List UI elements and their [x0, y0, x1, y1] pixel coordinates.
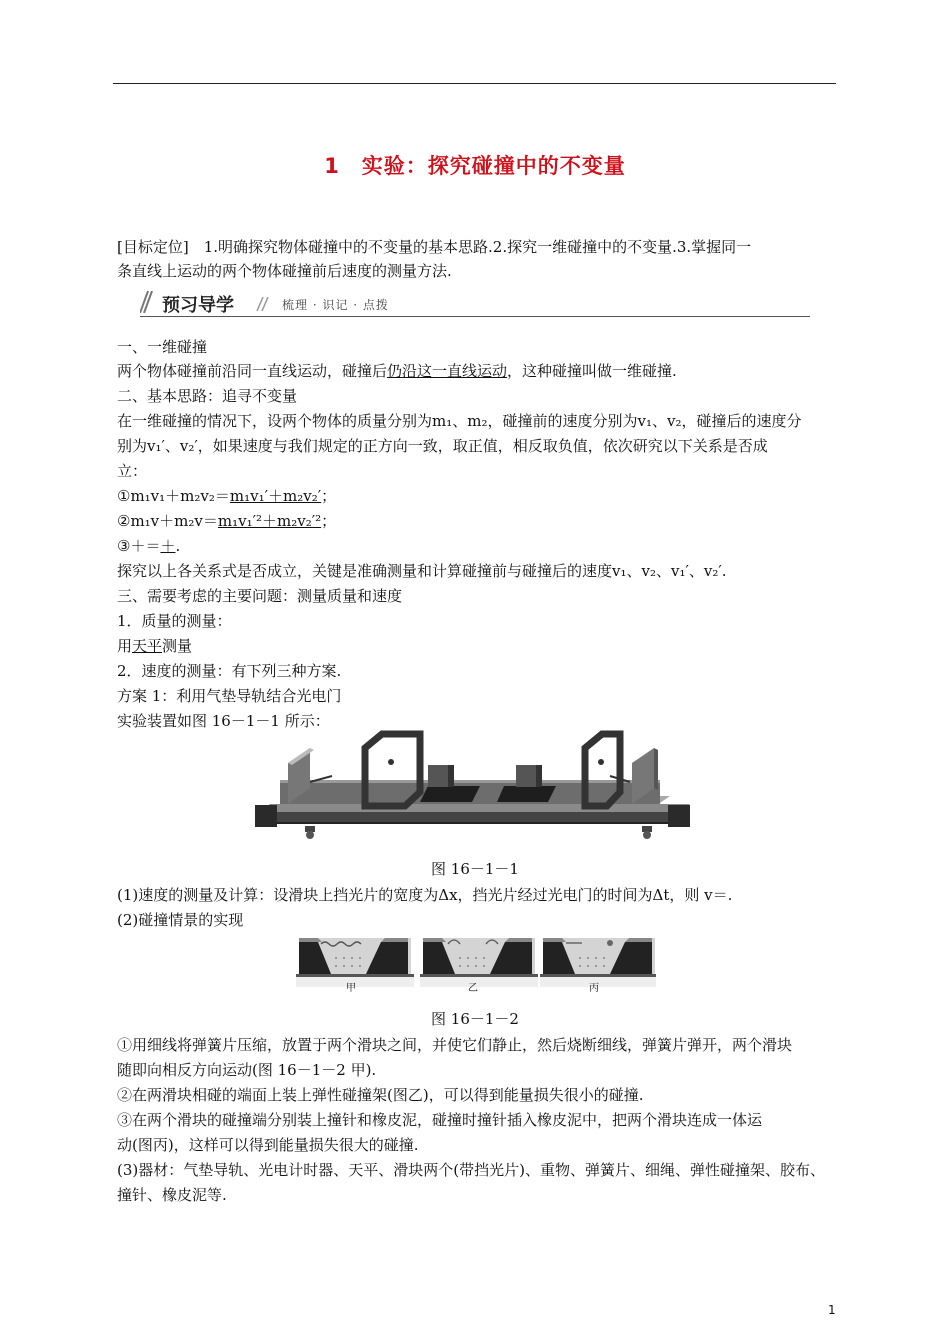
setup-text: 实验装置如图 16－1－1 所示：	[117, 712, 330, 730]
case-3-line-1: ③在两个滑块的碰撞端分别装上撞针和橡皮泥，碰撞时撞针插入橡皮泥中，把两个滑块连成一体运	[117, 1111, 763, 1129]
figure-2-caption: 图 16－1－2	[431, 1010, 519, 1028]
page-title: 1 实验：探究碰撞中的不变量	[324, 154, 626, 178]
heading-basic-idea: 二、基本思路：追寻不变量	[117, 387, 298, 405]
paragraph-setup-line-2: 别为v₁′、v₂′，如果速度与我们规定的正方向一致，取正值，相反取负值，依次研究以下关系是否成	[117, 437, 768, 455]
plan-1: 方案 1：利用气垫导轨结合光电门	[117, 687, 342, 705]
paragraph-key: 探究以上各关系式是否成立，关键是准确测量和计算碰撞前与碰撞后的速度v₁、v₂、v₁′、v₂′.	[117, 562, 727, 580]
paragraph-mass: 用天平测量	[117, 637, 193, 655]
materials-line-1: (3)器材：气垫导轨、光电计时器、天平、滑块两个(带挡光片)、重物、弹簧片、细绳、弹性碰撞架、胶布、	[117, 1161, 825, 1179]
equation-2: ②m₁v＋m₂v＝m₁v₁′²＋m₂v₂′²；	[117, 512, 337, 530]
figure-1-caption: 图 16－1－1	[431, 860, 519, 878]
heading-velocity: 2．速度的测量：有下列三种方案.	[117, 662, 342, 680]
air-track-figure	[250, 730, 700, 845]
stripe-icon-small	[255, 297, 273, 311]
heading-1d-collision: 一、一维碰撞	[117, 338, 208, 356]
section-rule	[140, 316, 810, 317]
stripe-icon	[140, 291, 153, 313]
step-2: (2)碰撞情景的实现	[117, 911, 244, 929]
paragraph-1d: 两个物体碰撞前沿同一直线运动，碰撞后仍沿这一直线运动，这种碰撞叫做一维碰撞.	[117, 362, 677, 380]
section-header	[140, 291, 810, 319]
heading-main-problems: 三、需要考虑的主要问题：测量质量和速度	[117, 587, 403, 605]
section-label: 预习导学	[162, 295, 234, 316]
equation-1: ①m₁v₁＋m₂v₂＝m₁v₁′＋m₂v₂′；	[117, 487, 337, 505]
step-1: (1)速度的测量及计算：设滑块上挡光片的宽度为Δx，挡光片经过光电门的时间为Δt，则 v＝.	[117, 886, 733, 904]
case-2: ②在两滑块相碰的端面上装上弹性碰撞架(图乙)，可以得到能量损失很小的碰撞.	[117, 1086, 644, 1104]
page-number: 1	[828, 1303, 836, 1317]
figure-2-labels	[296, 979, 656, 995]
label-yi: 乙	[468, 983, 478, 994]
header-rule	[113, 83, 836, 84]
materials-line-2: 撞针、橡皮泥等.	[117, 1186, 227, 1204]
label-bing: 丙	[589, 983, 599, 994]
heading-mass: 1．质量的测量：	[117, 612, 232, 630]
equation-3: ③＋＝＋.	[117, 537, 181, 555]
label-jia: 甲	[346, 983, 356, 994]
paragraph-setup-line-1: 在一维碰撞的情况下，设两个物体的质量分别为m₁、m₂，碰撞前的速度分别为v₁、v₂，碰撞后的速度分	[117, 412, 802, 430]
objective-line-1: [目标定位] 1.明确探究物体碰撞中的不变量的基本思路.2.探究一维碰撞中的不变量.3.掌握同一	[117, 238, 752, 256]
case-3-line-2: 动(图丙)，这样可以得到能量损失很大的碰撞.	[117, 1136, 419, 1154]
section-subtitle: 梳理 · 识记 · 点拨	[282, 298, 389, 312]
case-1-line-1: ①用细线将弹簧片压缩，放置于两个滑块之间，并使它们静止，然后烧断细线，弹簧片弹开，两个滑块	[117, 1036, 793, 1054]
case-1-line-2: 随即向相反方向运动(图 16－1－2 甲).	[117, 1061, 377, 1079]
paragraph-setup-line-3: 立：	[117, 462, 148, 480]
objective-line-2: 条直线上运动的两个物体碰撞前后速度的测量方法.	[117, 262, 452, 280]
